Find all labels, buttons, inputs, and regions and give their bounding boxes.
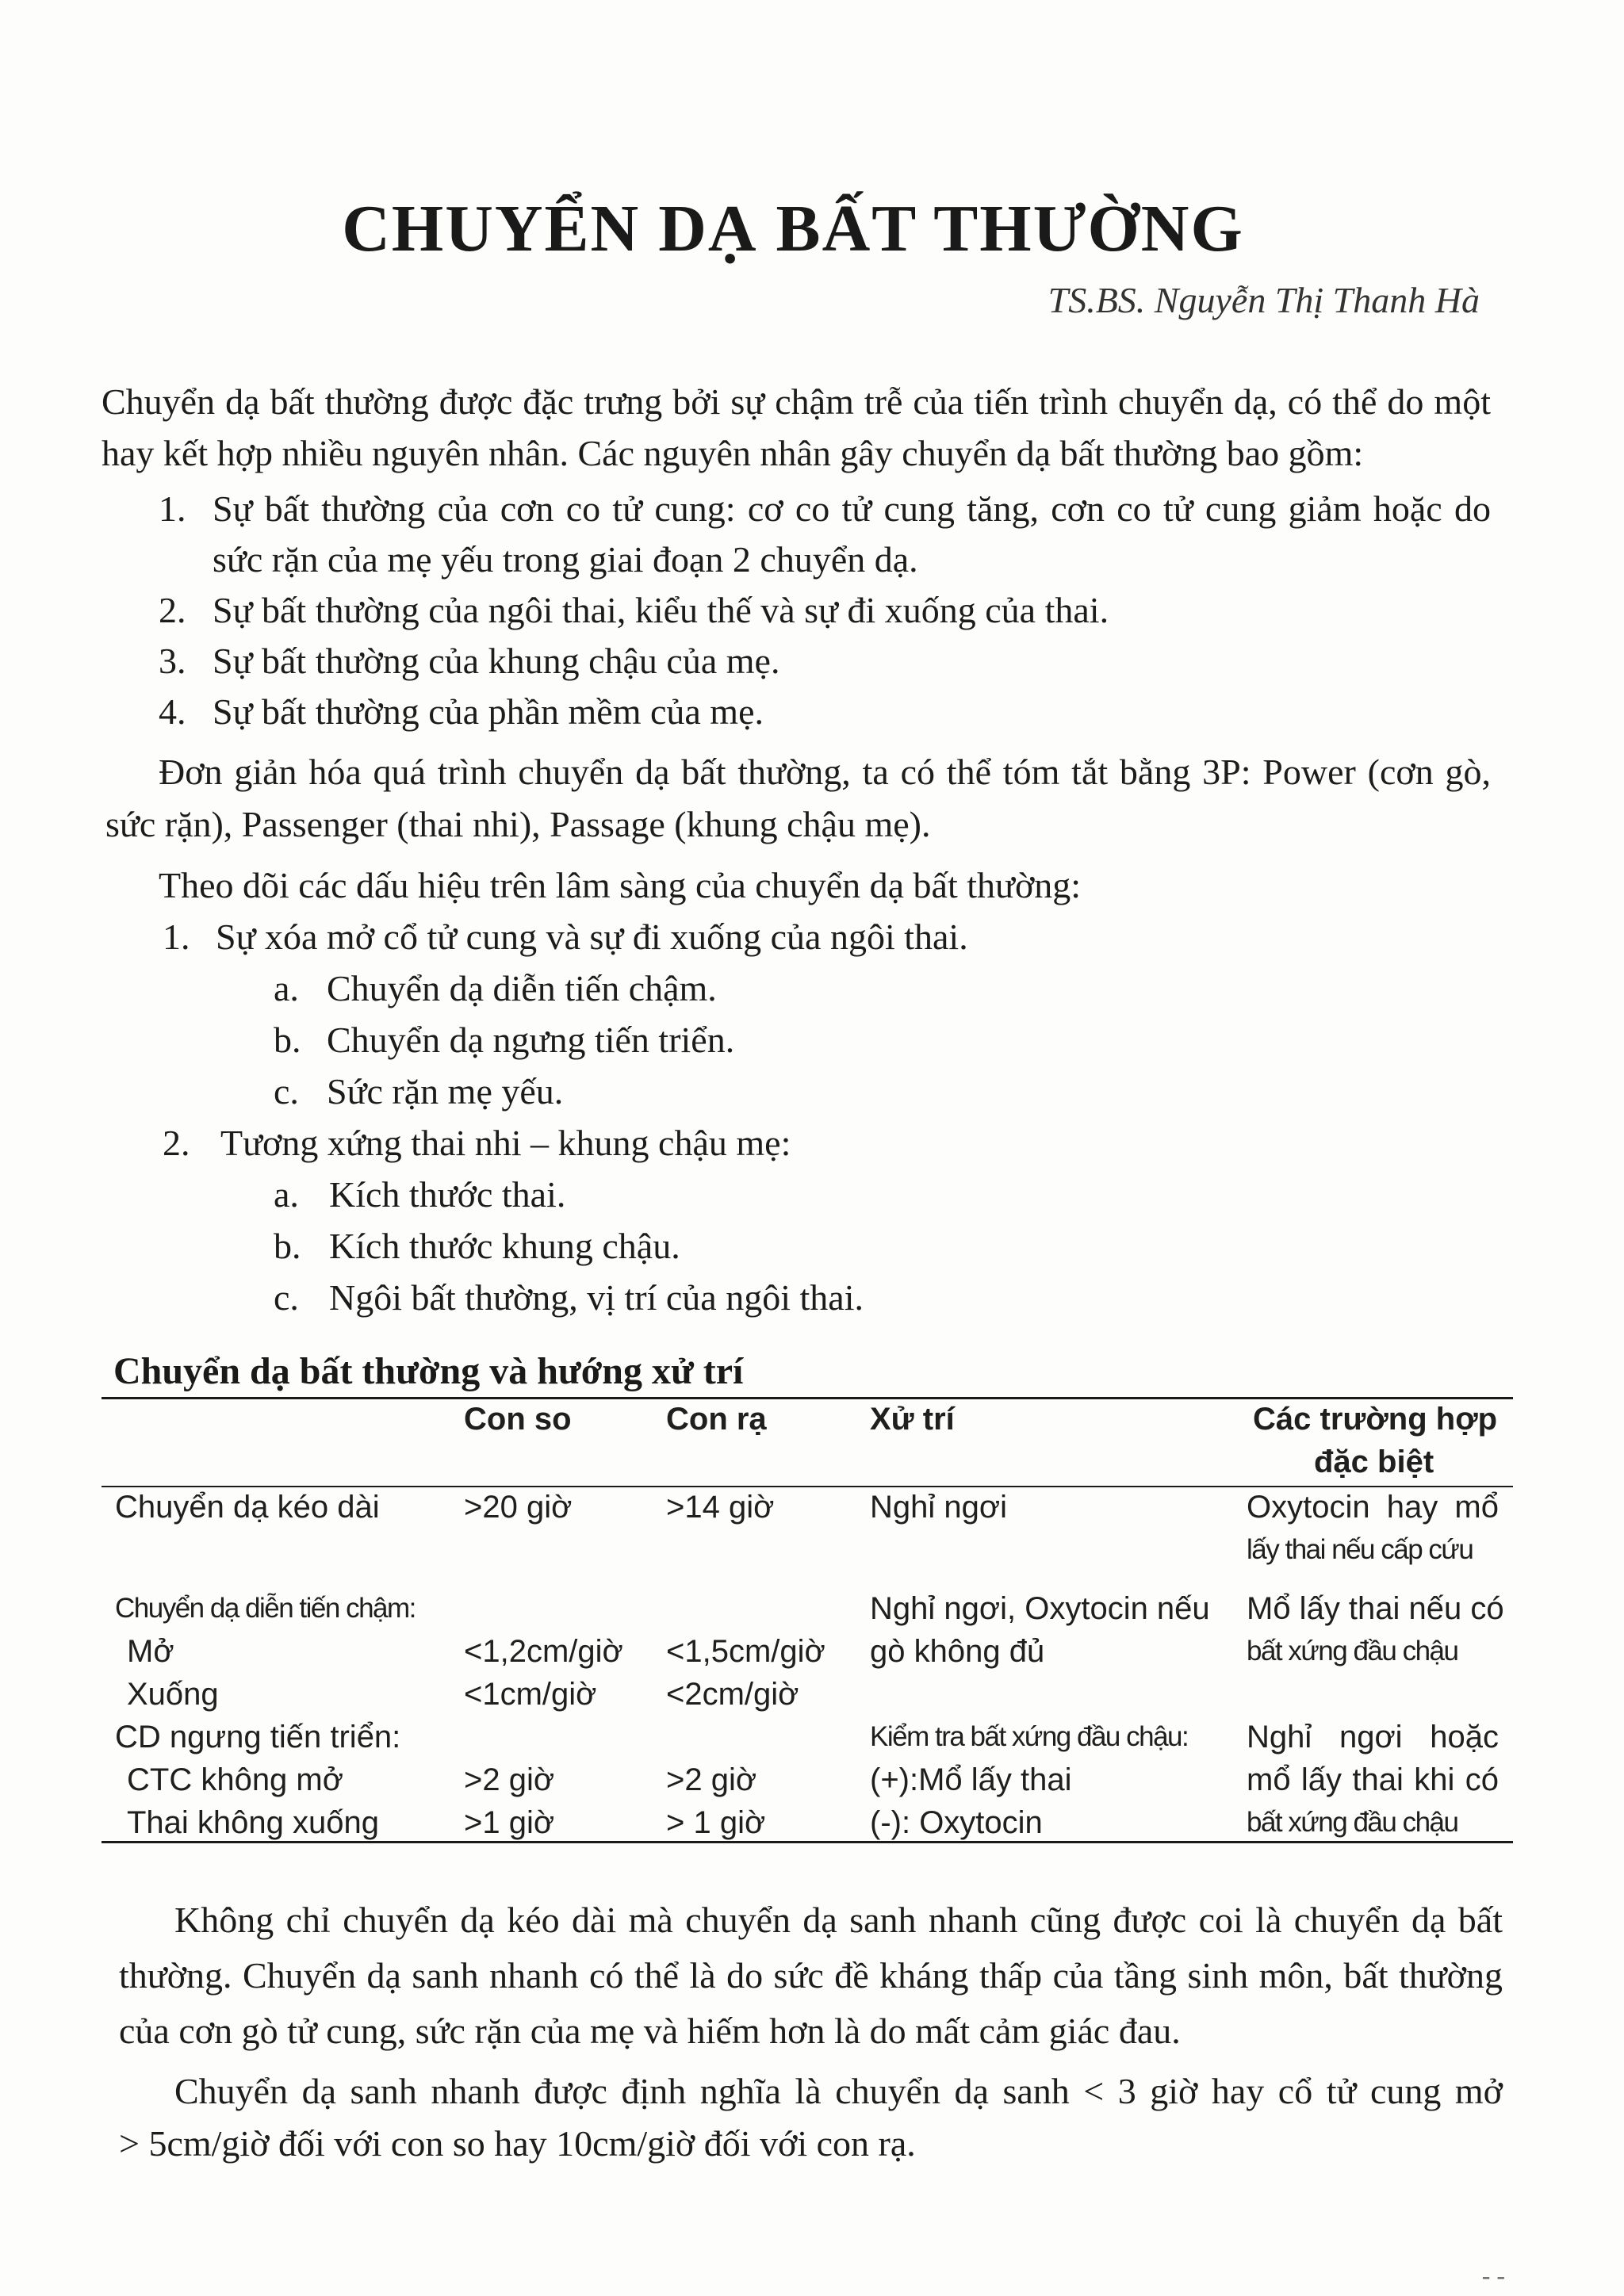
monitoring-sub-item: Chuyển dạ ngưng tiến triển. (327, 1020, 735, 1060)
cell-action: (+):Mổ lấy thai (870, 1762, 1072, 1797)
row-label-prolonged: Chuyển dạ kéo dài (115, 1490, 380, 1525)
header-special: Các trường hợp (1253, 1402, 1498, 1437)
monitoring-sub-item: Kích thước thai. (329, 1174, 566, 1215)
cause-number: 2. (159, 590, 186, 630)
cell-action: (-): Oxytocin (870, 1805, 1043, 1840)
cell-con-so: <1cm/giờ (464, 1677, 597, 1712)
rapid-p1-line-1: Không chỉ chuyển dạ kéo dài mà chuyển dạ sanh nhanh cũng được coi là chuyển dạ bất (174, 1900, 1503, 1940)
cell-con-ra: >14 giờ (666, 1490, 775, 1525)
monitoring-sub-letter: a. (274, 968, 299, 1008)
intro-line-1: Chuyển dạ bất thường được đặc trưng bởi sự chậm trễ của tiến trình chuyển dạ, có thể do một (102, 381, 1491, 422)
monitoring-item-2: Tương xứng thai nhi – khung chậu mẹ: (220, 1123, 791, 1163)
cell-action: Kiểm tra bất xứng đầu chậu: (870, 1721, 1189, 1752)
summary-line-1: Đơn giản hóa quá trình chuyển dạ bất thường, ta có thể tóm tắt bằng 3P: Power (cơn gò, (159, 752, 1491, 792)
monitoring-sub-letter: c. (274, 1071, 299, 1112)
cell-special: bất xứng đầu chậu (1247, 1636, 1458, 1667)
cause-number: 1. (159, 488, 186, 529)
cell-con-ra: <1,5cm/giờ (666, 1634, 825, 1669)
header-con-so: Con so (464, 1402, 572, 1437)
monitoring-intro: Theo dõi các dấu hiệu trên lâm sàng của chuyển dạ bất thường: (159, 865, 1082, 905)
monitoring-sub-letter: c. (274, 1277, 299, 1318)
monitoring-sub-letter: a. (274, 1174, 299, 1215)
rapid-p1-line-3: của cơn gò tử cung, sức rặn của mẹ và hiếm hơn là do mất cảm giác đau. (119, 2011, 1181, 2051)
header-con-ra: Con rạ (666, 1402, 767, 1437)
rapid-p2-line-1: Chuyển dạ sanh nhanh được định nghĩa là chuyển dạ sanh < 3 giờ hay cổ tử cung mở (174, 2071, 1503, 2111)
cause-item-2: Sự bất thường của ngôi thai, kiểu thế và sự đi xuống của thai. (213, 590, 1109, 630)
cell-con-so: >1 giờ (464, 1805, 555, 1840)
cause-item-3: Sự bất thường của khung chậu của mẹ. (213, 641, 780, 681)
author-name: TS.BS. Nguyễn Thị Thanh Hà (1048, 280, 1480, 320)
cell-con-so: <1,2cm/giờ (464, 1634, 623, 1669)
row-label-arrest: CD ngưng tiến triển: (115, 1720, 401, 1755)
cause-number: 4. (159, 691, 186, 732)
cause-item-4: Sự bất thường của phần mềm của mẹ. (213, 691, 764, 732)
cause-number: 3. (159, 641, 186, 681)
monitoring-sub-letter: b. (274, 1226, 301, 1266)
rapid-p2-line-2: > 5cm/giờ đối với con so hay 10cm/giờ đối với con rạ. (119, 2123, 916, 2164)
cell-special: Oxytocin hay mổ (1247, 1490, 1499, 1525)
cell-action: gò không đủ (870, 1634, 1045, 1669)
row-sublabel-cervix: CTC không mở (127, 1762, 343, 1797)
cell-con-ra: > 1 giờ (666, 1805, 766, 1840)
monitoring-sub-item: Chuyển dạ diễn tiến chậm. (327, 968, 717, 1008)
monitoring-number: 2. (163, 1123, 190, 1163)
row-label-slow: Chuyển dạ diễn tiến chậm: (115, 1593, 416, 1624)
cell-special: bất xứng đầu chậu (1247, 1807, 1458, 1838)
summary-line-2: sức rặn), Passenger (thai nhi), Passage (khung chậu mẹ). (105, 804, 931, 844)
page-footer-mark: - - (1481, 2261, 1505, 2290)
cell-con-ra: >2 giờ (666, 1762, 757, 1797)
page-title: CHUYỂN DẠ BẤT THƯỜNG (342, 192, 1244, 266)
cell-special: Mổ lấy thai nếu có (1247, 1591, 1504, 1626)
intro-line-2: hay kết hợp nhiều nguyên nhân. Các nguyên nhân gây chuyển dạ bất thường bao gồm: (102, 433, 1364, 473)
cell-action: Nghỉ ngơi (870, 1490, 1007, 1525)
table-title: Chuyển dạ bất thường và hướng xử trí (113, 1350, 744, 1392)
monitoring-item-1: Sự xóa mở cổ tử cung và sự đi xuống của ngôi thai. (216, 916, 968, 957)
cell-action: Nghỉ ngơi, Oxytocin nếu (870, 1591, 1210, 1626)
cell-con-so: >20 giờ (464, 1490, 573, 1525)
header-special-line-2: đặc biệt (1314, 1445, 1434, 1479)
row-sublabel-fetus: Thai không xuống (127, 1805, 380, 1840)
monitoring-sub-letter: b. (274, 1020, 301, 1060)
cell-con-so: >2 giờ (464, 1762, 555, 1797)
rapid-p1-line-2: thường. Chuyển dạ sanh nhanh có thể là do sức đề kháng thấp của tầng sinh môn, bất thường (119, 1955, 1503, 1996)
cell-special: Nghỉ ngơi hoặc (1247, 1720, 1499, 1755)
cell-con-ra: <2cm/giờ (666, 1677, 799, 1712)
cause-item-1-line-1: Sự bất thường của cơn co tử cung: cơ co tử cung tăng, cơn co tử cung giảm hoặc do (213, 488, 1491, 529)
cause-item-1-line-2: sức rặn của mẹ yếu trong giai đoạn 2 chuyển dạ. (213, 539, 918, 580)
cell-special: lấy thai nếu cấp cứu (1247, 1534, 1473, 1565)
monitoring-number: 1. (163, 916, 190, 957)
row-sublabel-descent: Xuống (127, 1677, 219, 1712)
monitoring-sub-item: Sức rặn mẹ yếu. (327, 1071, 564, 1112)
header-xu-tri: Xử trí (870, 1402, 955, 1437)
row-sublabel-open: Mở (127, 1634, 174, 1669)
monitoring-sub-item: Ngôi bất thường, vị trí của ngôi thai. (329, 1277, 864, 1318)
cell-special: mổ lấy thai khi có (1247, 1762, 1499, 1797)
monitoring-sub-item: Kích thước khung chậu. (329, 1226, 680, 1266)
